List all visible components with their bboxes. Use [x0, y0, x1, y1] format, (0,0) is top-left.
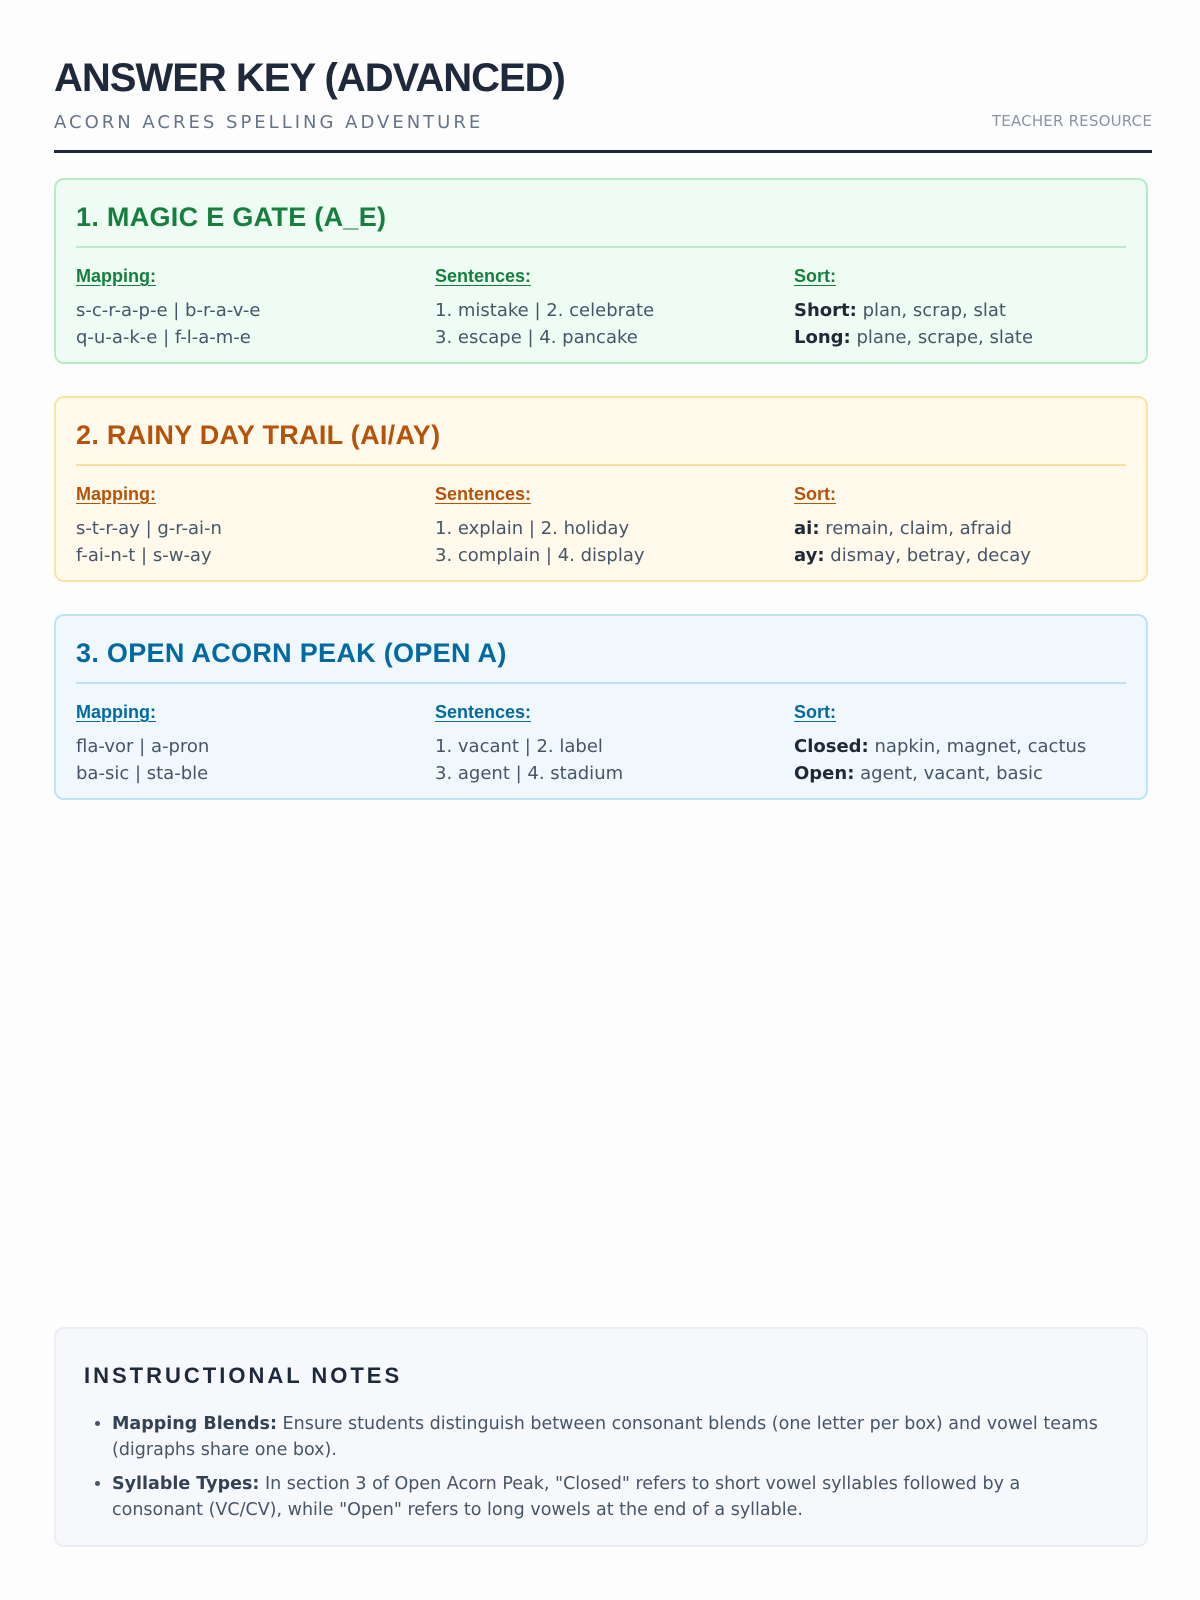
sort-key: ay:: [794, 545, 825, 566]
sort-label: Sort:: [794, 266, 836, 286]
instructional-notes: [54, 1327, 1148, 1547]
section-heading: 1. MAGIC E GATE (A_E): [76, 202, 387, 232]
page-subtitle: ACORN ACRES SPELLING ADVENTURE: [54, 112, 484, 133]
sentences-line: 3. complain | 4. display: [435, 545, 645, 566]
sentences-line: 1. explain | 2. holiday: [435, 518, 630, 539]
sort-key: Open:: [794, 763, 855, 784]
sentences-column: [435, 484, 765, 569]
section-heading: 2. RAINY DAY TRAIL (AI/AY): [76, 420, 441, 450]
section-rainy-day-trail: [54, 396, 1148, 582]
note-text: Ensure students distinguish between consonant blends (one letter per box) and vowel teams (digraphs share one box).: [112, 1414, 1098, 1460]
mapping-line: ba-sic | sta-ble: [76, 763, 209, 784]
sort-row: [794, 515, 1124, 542]
sort-row: [794, 324, 1124, 351]
sort-label: Sort:: [794, 484, 836, 504]
sort-value: plane, scrape, slate: [856, 327, 1034, 348]
note-key: Mapping Blends:: [112, 1414, 277, 1434]
sort-value: napkin, magnet, cactus: [874, 736, 1087, 757]
sentences-line: 1. vacant | 2. label: [435, 736, 603, 757]
mapping-line: s-t-r-ay | g-r-ai-n: [76, 518, 222, 539]
mapping-line: s-c-r-a-p-e | b-r-a-v-e: [76, 300, 261, 321]
note-key: Syllable Types:: [112, 1474, 260, 1494]
sort-key: ai:: [794, 518, 820, 539]
sentences-label: Sentences:: [435, 484, 532, 504]
mapping-label: Mapping:: [76, 702, 156, 722]
sentences-column: [435, 702, 765, 787]
answer-key-page: [54, 0, 1152, 1600]
mapping-column: [76, 484, 406, 569]
notes-list: [84, 1411, 1114, 1531]
mapping-line: fla-vor | a-pron: [76, 736, 210, 757]
sort-row: [794, 297, 1124, 324]
sort-row: [794, 760, 1124, 787]
sentences-line: 3. escape | 4. pancake: [435, 327, 638, 348]
sort-column: [794, 266, 1124, 351]
section-divider: [76, 682, 1126, 684]
mapping-label: Mapping:: [76, 484, 156, 504]
section-heading: 3. OPEN ACORN PEAK (OPEN A): [76, 638, 507, 668]
sort-key: Closed:: [794, 736, 869, 757]
sort-value: remain, claim, afraid: [825, 518, 1012, 539]
sentences-label: Sentences:: [435, 266, 532, 286]
sentences-line: 1. mistake | 2. celebrate: [435, 300, 655, 321]
mapping-column: [76, 702, 406, 787]
note-item: [112, 1411, 1114, 1463]
sort-key: Short:: [794, 300, 857, 321]
sort-row: [794, 542, 1124, 569]
mapping-label: Mapping:: [76, 266, 156, 286]
mapping-line: f-ai-n-t | s-w-ay: [76, 545, 212, 566]
sentences-column: [435, 266, 765, 351]
sort-column: [794, 484, 1124, 569]
mapping-line: q-u-a-k-e | f-l-a-m-e: [76, 327, 251, 348]
sentences-label: Sentences:: [435, 702, 532, 722]
note-item: [112, 1471, 1114, 1523]
section-divider: [76, 246, 1126, 248]
note-text: In section 3 of Open Acorn Peak, "Closed" refers to short vowel syllables followed by a consonant (VC/CV), while "Open" refers to long vowels at the end of a syllable.: [112, 1474, 1021, 1520]
sort-value: plan, scrap, slat: [862, 300, 1006, 321]
sort-key: Long:: [794, 327, 851, 348]
resource-tag: TEACHER RESOURCE: [991, 112, 1152, 130]
sort-value: dismay, betray, decay: [830, 545, 1031, 566]
mapping-column: [76, 266, 406, 351]
page-title: ANSWER KEY (ADVANCED): [54, 56, 565, 100]
sort-row: [794, 733, 1124, 760]
sort-column: [794, 702, 1124, 787]
notes-heading: INSTRUCTIONAL NOTES: [84, 1363, 403, 1388]
page-header: [54, 56, 1152, 153]
section-divider: [76, 464, 1126, 466]
sentences-line: 3. agent | 4. stadium: [435, 763, 624, 784]
section-magic-e-gate: [54, 178, 1148, 364]
sort-value: agent, vacant, basic: [860, 763, 1043, 784]
section-open-acorn-peak: [54, 614, 1148, 800]
sort-label: Sort:: [794, 702, 836, 722]
